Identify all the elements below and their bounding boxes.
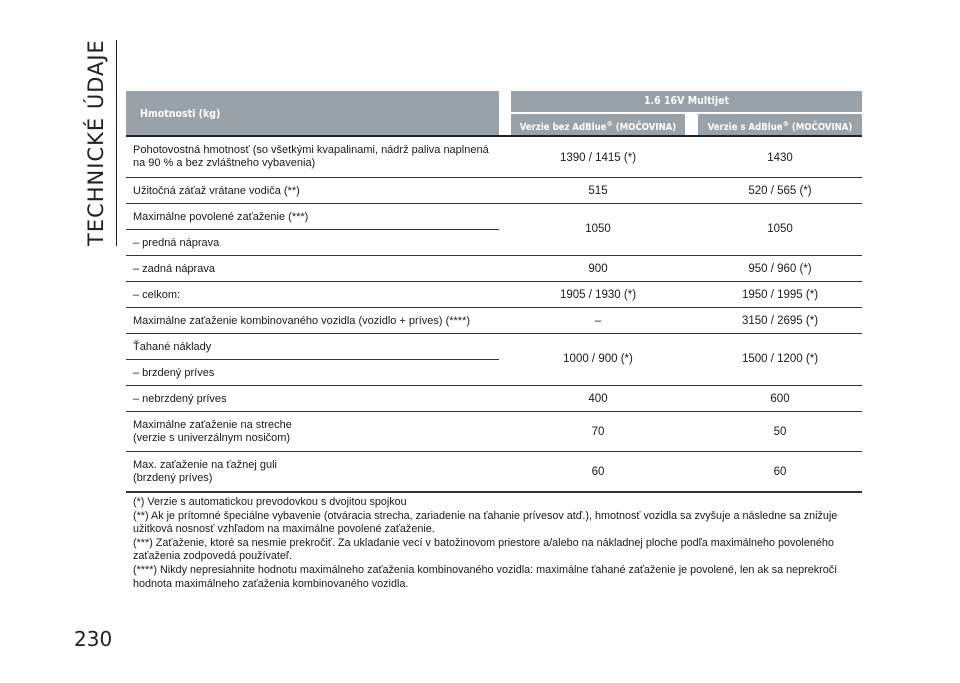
row-divider bbox=[126, 307, 862, 308]
row-label: Max. zaťaženie na ťažnej guli bbox=[133, 459, 277, 471]
row-value-col1: 60 bbox=[591, 466, 605, 478]
header-engine: 1.6 16V Multijet bbox=[511, 91, 862, 112]
row-value-col1: 1000 / 900 (*) bbox=[563, 353, 633, 365]
page-number: 230 bbox=[74, 627, 113, 651]
row-divider bbox=[126, 385, 862, 386]
row-value-col2: 50 bbox=[773, 426, 787, 438]
row-value-col1: 1905 / 1930 (*) bbox=[559, 289, 637, 301]
row-value-col2: 1050 bbox=[767, 223, 793, 235]
row-value-col2: 1430 bbox=[767, 152, 793, 164]
row-value-col2: 520 / 565 (*) bbox=[748, 185, 812, 197]
row-divider bbox=[126, 177, 862, 178]
row-label: – nebrzdený príves bbox=[133, 393, 227, 405]
row-value-col1: 70 bbox=[591, 426, 605, 438]
row-value-col1: 900 bbox=[588, 263, 608, 275]
header-weights: Hmotnosti (kg) bbox=[126, 91, 499, 135]
row-divider bbox=[126, 255, 862, 256]
row-label: (brzdený príves) bbox=[133, 472, 213, 484]
header-col1: Verzie bez AdBlue® (MOČOVINA) bbox=[511, 114, 685, 135]
row-label: – celkom: bbox=[133, 289, 181, 301]
row-label: Maximálne zaťaženie kombinovaného vozidla (vozidlo + príves) (****) bbox=[133, 315, 471, 327]
row-divider bbox=[126, 411, 862, 412]
row-value-col1: 1050 bbox=[585, 223, 611, 235]
footnote: (**) Ak je prítomné špeciálne vybavenie (otváracia strecha, zariadenie na ťahanie prívesov atď.), hmotnosť vozidla sa zvyšuje a následne sa znižuje užitková nosnosť vzhľadom na maximálne povolené zaťaženie. bbox=[133, 509, 838, 536]
footnote: (****) Nikdy nepresiahnite hodnotu maximálneho zaťaženia kombinovaného vozidla: maximálne ťahané zaťaženie je povolené, len ak sa neprekročí hodnota maximálneho zaťaženia kombinovaného vozidla. bbox=[133, 563, 838, 590]
row-label: Pohotovostná hmotnosť (so všetkými kvapalinami, nádrž paliva naplnená bbox=[133, 144, 489, 156]
row-label: na 90 % a bez zvláštneho vybavenia) bbox=[133, 157, 316, 169]
section-divider bbox=[116, 40, 117, 246]
row-label: Maximálne zaťaženie na streche bbox=[133, 419, 292, 431]
footnote: (*) Verzie s automatickou prevodovkou s dvojitou spojkou bbox=[133, 496, 407, 508]
row-value-col1: 400 bbox=[588, 393, 608, 405]
row-value-col2: 60 bbox=[773, 466, 787, 478]
row-value-col1: 515 bbox=[588, 185, 608, 197]
row-label: (verzie s univerzálnym nosičom) bbox=[133, 432, 291, 444]
row-label: – brzdený príves bbox=[133, 367, 215, 379]
row-value-col2: 3150 / 2695 (*) bbox=[741, 315, 819, 327]
row-label: Maximálne povolené zaťaženie (***) bbox=[133, 211, 309, 223]
header-col2: Verzie s AdBlue® (MOČOVINA) bbox=[698, 114, 862, 135]
row-divider bbox=[126, 359, 499, 360]
footnote: (***) Zaťaženie, ktoré sa nesmie prekročiť. Za ukladanie vecí v batožinovom priestore a/alebo na nákladnej ploche podľa maximálneho povoleného zaťaženia zodpovedá používateľ. bbox=[133, 536, 834, 563]
row-label: Užitočná záťaž vrátane vodiča (**) bbox=[133, 185, 300, 197]
row-label: Ťahané náklady bbox=[133, 341, 212, 353]
row-divider bbox=[126, 229, 499, 230]
row-divider bbox=[126, 333, 862, 334]
row-value-col2: 600 bbox=[770, 393, 790, 405]
row-value-col2: 950 / 960 (*) bbox=[748, 263, 812, 275]
table-bottom-rule bbox=[126, 491, 862, 493]
footnotes bbox=[133, 496, 863, 591]
header-rule bbox=[126, 135, 862, 137]
row-value-col2: 1950 / 1995 (*) bbox=[741, 289, 819, 301]
row-label: – zadná náprava bbox=[133, 263, 215, 275]
row-divider bbox=[126, 451, 862, 452]
row-value-col2: 1500 / 1200 (*) bbox=[741, 353, 819, 365]
section-title: TECHNICKÉ ÚDAJE bbox=[84, 39, 108, 246]
row-divider bbox=[126, 281, 862, 282]
row-label: – predná náprava bbox=[133, 237, 220, 249]
row-value-col1: 1390 / 1415 (*) bbox=[559, 152, 637, 164]
row-divider bbox=[126, 203, 862, 204]
row-value-col1: – bbox=[594, 315, 602, 327]
